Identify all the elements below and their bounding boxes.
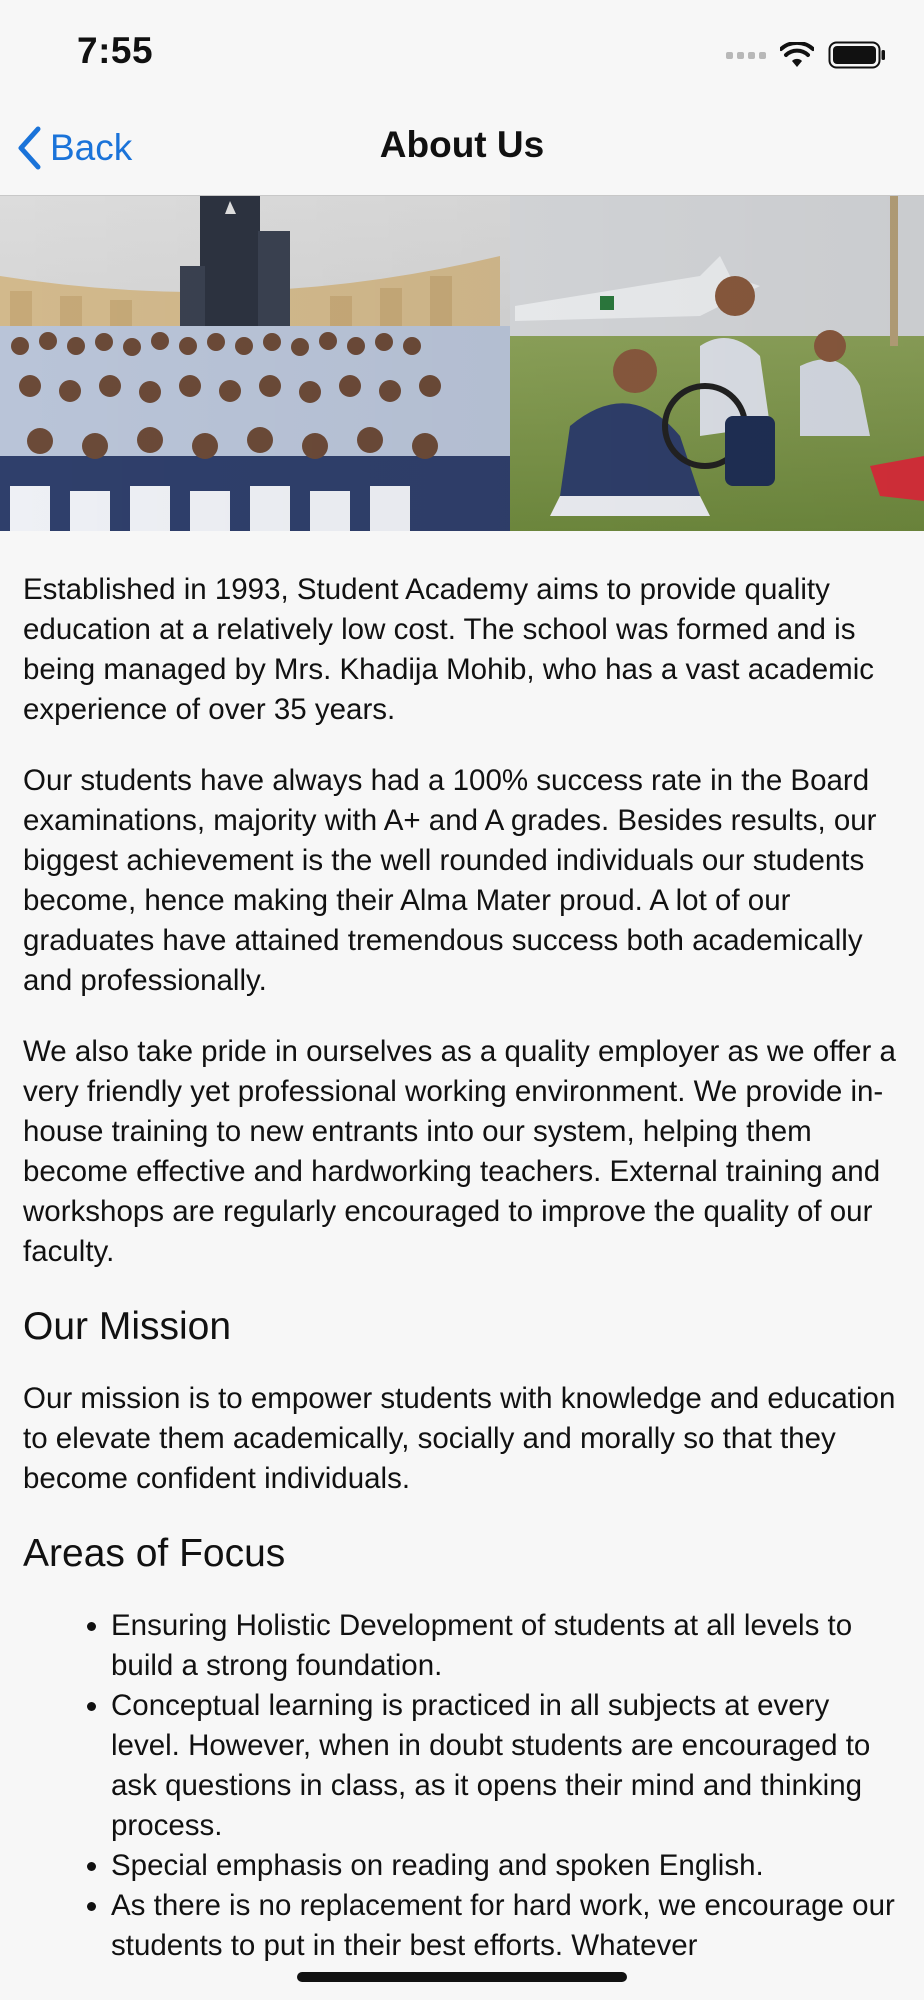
hero-image [0,196,924,531]
about-content [23,570,903,1966]
about-paragraph-3: We also take pride in ourselves as a quality employer as we offer a very friendly yet professional working environment. We provide in-house training to new entrants into our system, helping them become effective and hardworking teachers. External training and workshops are regularly encouraged to improve the quality of our faculty. [23,1035,896,1268]
focus-list [23,1606,903,1966]
navigation-bar [0,110,924,196]
list-item: • Special emphasis on reading and spoken English. [111,1846,903,1886]
mission-heading: Our Mission [23,1305,232,1348]
status-icons [726,40,886,70]
school-students-photo [0,196,924,531]
wifi-icon [780,42,814,68]
list-item: • Conceptual learning is practiced in all subjects at every level. However, when in doubt students are encouraged to ask questions in class, as it opens their mind and thinking process. [111,1686,903,1846]
mission-text: Our mission is to empower students with knowledge and education to elevate them academically, socially and morally so that they become confident individuals. [23,1382,896,1495]
list-item: • As there is no replacement for hard work, we encourage our students to put in their best efforts. Whatever [111,1886,903,1966]
status-time: 7:55 [77,30,154,71]
battery-icon [828,41,886,69]
about-paragraph-1: Established in 1993, Student Academy aims to provide quality education at a relatively low cost. The school was formed and is being managed by Mrs. Khadija Mohib, who has a vast academic experience of over 35 years. [23,573,875,726]
status-bar [0,0,924,110]
back-label: Back [50,127,133,168]
cellular-signal-icon [726,52,766,59]
focus-heading: Areas of Focus [23,1532,286,1575]
about-paragraph-2: Our students have always had a 100% success rate in the Board examinations, majority with A+ and A grades. Besides results, our biggest achievement is the well rounded individuals our students become, hence making their Alma Mater proud. A lot of our graduates have attained tremendous success both academically and professionally. [23,764,877,997]
list-item: • Ensuring Holistic Development of students at all levels to build a strong foundation. [111,1606,903,1686]
home-indicator[interactable] [297,1972,627,1982]
page-title: About Us [379,124,545,165]
